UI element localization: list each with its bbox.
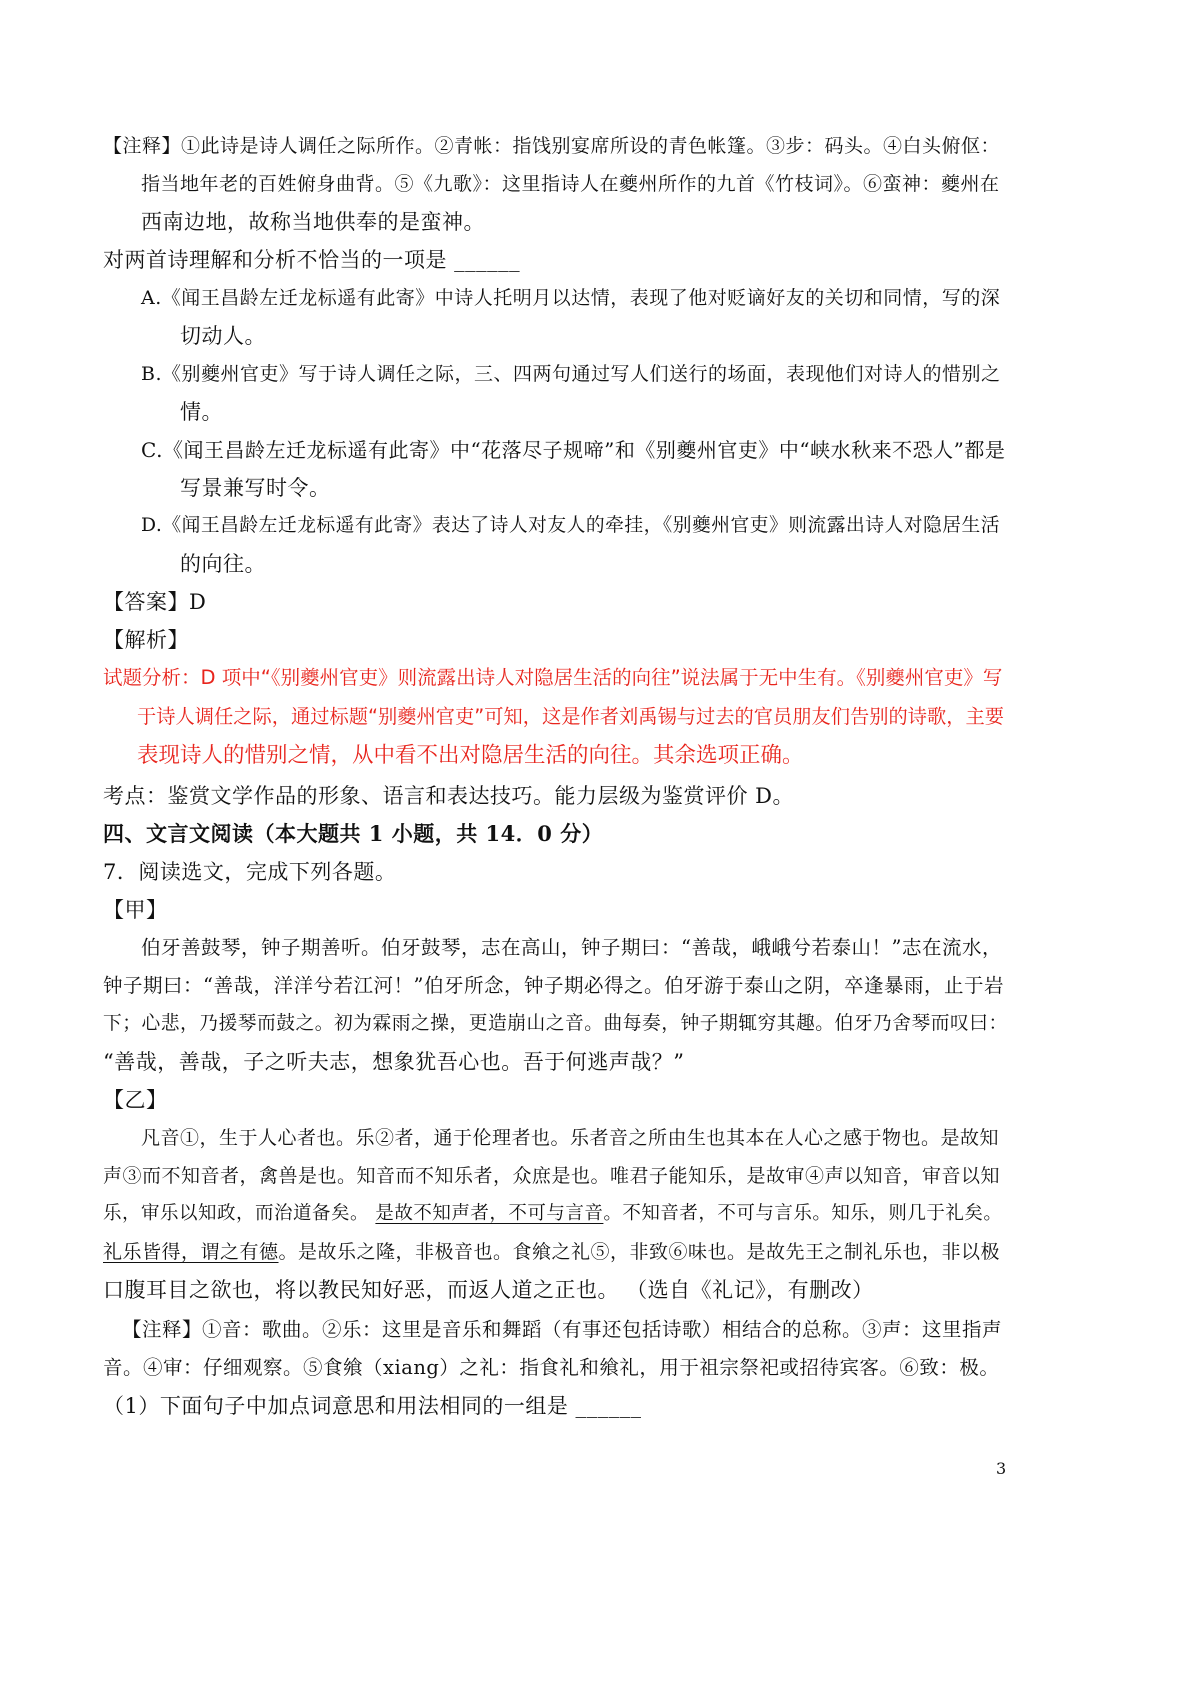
kaodian-line: 考点：鉴赏文学作品的形象、语言和表达技巧。能力层级为鉴赏评价 D。 [103, 784, 795, 808]
yi-line-3 [103, 1200, 1002, 1228]
answer-label: 【答案】D [103, 590, 207, 614]
page-number: 3 [996, 1459, 1007, 1478]
note2-line-1: 【注释】①音：歌曲。②乐：这里是音乐和舞蹈（有事还包括诗歌）相结合的总称。③声：这里指声 [122, 1318, 1003, 1341]
yi-line-5: 口腹耳目之欲也，将以教民知好恶，而返人道之正也。 （选自《礼记》，有删改） [103, 1278, 874, 1302]
yi-line-2: 声③而不知音者，禽兽是也。知音而不知乐者，众庶是也。唯君子能知乐，是故审④声以知音，审音以知 [103, 1165, 1001, 1187]
option-a-line-1: A.《闻王昌龄左迁龙标遥有此寄》中诗人托明月以达情，表现了他对贬谪好友的关切和同情，写的深 [141, 287, 1001, 309]
jia-heading: 【甲】 [103, 898, 168, 922]
option-c-line-2: 写景兼写时令。 [180, 476, 331, 500]
yi-line-4-end: 。是故乐之隆，非极音也。食飨之礼⑤，非致⑥味也。是故先王之制礼乐也，非以极 [278, 1241, 1001, 1263]
yi-line-4 [103, 1238, 1000, 1266]
analysis-line-3: 表现诗人的惜别之情，从中看不出对隐居生活的向往。其余选项正确。 [137, 743, 804, 768]
note2-line-2: 音。④审：仔细观察。⑤食飨（xiang）之礼：指食礼和飨礼，用于祖宗祭祀或招待宾客。⑥致：极。 [103, 1356, 1000, 1379]
jia-line-1: 伯牙善鼓琴，钟子期善听。伯牙鼓琴，志在高山，钟子期曰：“善哉，峨峨兮若泰山！”志在流水， [141, 936, 1002, 959]
option-b-line-1: B.《别夔州官吏》写于诗人调任之际，三、四两句通过写人们送行的场面，表现他们对诗人的惜别之 [141, 363, 1001, 385]
analysis-heading: 【解析】 [103, 628, 189, 652]
question-6-stem: 对两首诗理解和分析不恰当的一项是 ______ [103, 248, 521, 272]
option-d-line-1: D.《闻王昌龄左迁龙标遥有此寄》表达了诗人对友人的牵挂，《别夔州官吏》则流露出诗人对隐居生活 [141, 515, 1000, 536]
sub-question-1: （1）下面句子中加点词意思和用法相同的一组是 ______ [103, 1394, 642, 1418]
yi-line-1: 凡音①，生于人心者也。乐②者，通于伦理者也。乐者音之所由生也其本在人心之感于物也。是故知 [141, 1127, 1000, 1149]
option-a-line-2: 切动人。 [180, 324, 266, 348]
note-line-3: 西南边地，故称当地供奉的是蛮神。 [141, 210, 485, 234]
yi-underlined-sentence-1: 是故不知声者，不可与言音 [375, 1203, 604, 1224]
yi-line-3-end: 。不知音者，不可与言乐。知乐，则几于礼矣。 [603, 1203, 1003, 1224]
jia-line-2: 钟子期曰：“善哉，洋洋兮若江河！”伯牙所念，钟子期必得之。伯牙游于泰山之阴，卒逢暴雨，止于岩 [103, 974, 1004, 997]
note-line-1: 【注释】①此诗是诗人调任之际所作。②青帐：指饯别宴席所设的青色帐篷。③步：码头。④白头俯伛： [103, 135, 1001, 157]
jia-line-4: “善哉，善哉，子之听夫志，想象犹吾心也。吾于何逃声哉？” [103, 1050, 685, 1074]
note-line-2: 指当地年老的百姓俯身曲背。⑤《九歌》：这里指诗人在夔州所作的九首《竹枝词》。⑥蛮神：夔州在 [141, 173, 1000, 195]
yi-underlined-sentence-2: 礼乐皆得，谓之有德 [103, 1241, 279, 1263]
option-b-line-2: 情。 [180, 400, 223, 424]
analysis-line-1: 试题分析：D 项中“《别夔州官吏》则流露出诗人对隐居生活的向往”说法属于无中生有。《别夔州官吏》写 [103, 666, 1003, 689]
option-d-line-2: 的向往。 [180, 552, 266, 576]
option-c-line-1: C.《闻王昌龄左迁龙标遥有此寄》中“花落尽子规啼”和《别夔州官吏》中“峡水秋来不恐人”都是 [141, 438, 1006, 462]
jia-line-3: 下；心悲，乃援琴而鼓之。初为霖雨之操，更造崩山之音。曲每奏，钟子期辄穷其趣。伯牙乃舍琴而叹曰： [103, 1013, 1008, 1034]
section-4-heading: 四、文言文阅读（本大题共 1 小题，共 14．0 分） [103, 821, 604, 846]
question-7-stem: 7．阅读选文，完成下列各题。 [103, 860, 397, 884]
yi-line-3-start: 乐，审乐以知政，而治道备矣。 [103, 1203, 370, 1224]
yi-heading: 【乙】 [103, 1088, 168, 1112]
analysis-line-2: 于诗人调任之际，通过标题“别夔州官吏”可知，这是作者刘禹锡与过去的官员朋友们告别的诗歌，主要 [137, 705, 1004, 728]
